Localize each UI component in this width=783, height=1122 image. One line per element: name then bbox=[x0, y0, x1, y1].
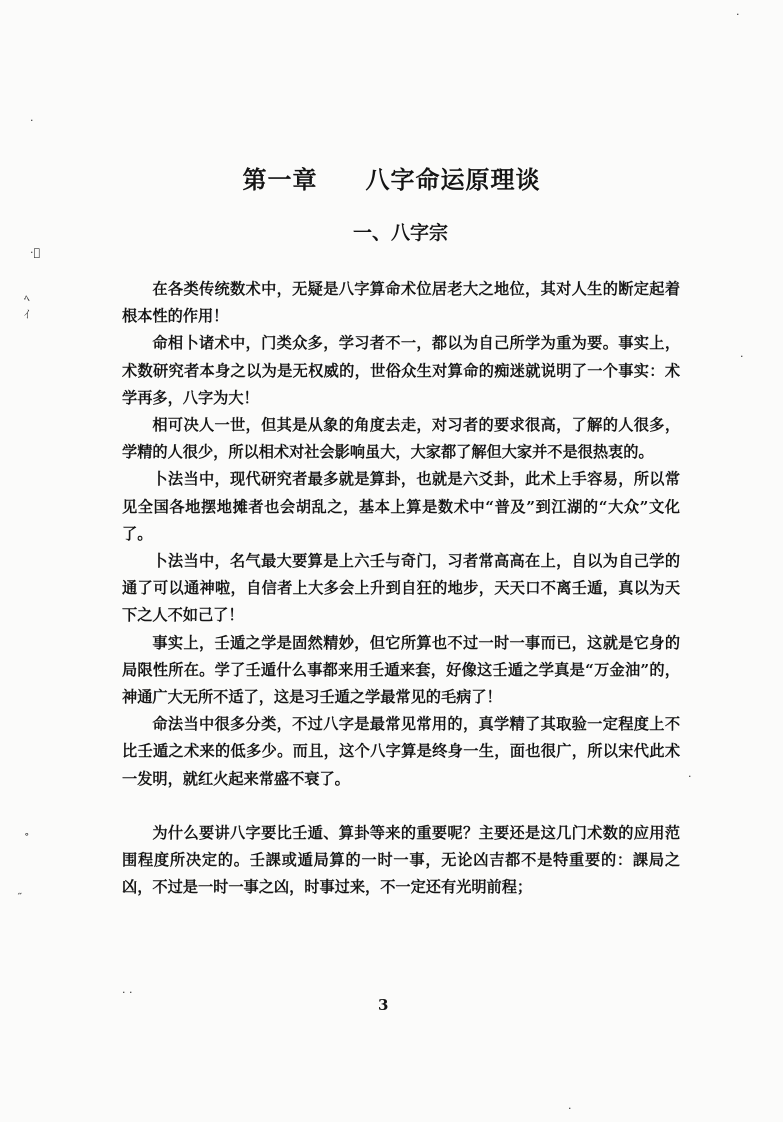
scan-mark: · bbox=[30, 114, 34, 127]
paragraph: 卜法当中，现代研究者最多就是算卦，也就是六爻卦，此术上手容易，所以常见全国各地摆地摊者也会胡乱之，基本上算是数术中“普及”到江湖的“大众”文化了。 bbox=[122, 470, 680, 543]
scan-mark: · · bbox=[122, 986, 133, 999]
paragraph: 相可决人一世，但其是从象的角度去走，对习者的要求很高，了解的人很多，学精的人很少，所以相术对社会影响虽大，大家都了解但大家并不是很热衷的。 bbox=[122, 416, 680, 462]
page-number: 3 bbox=[378, 996, 389, 1014]
scan-mark: · bbox=[740, 350, 744, 363]
paragraph: 命法当中很多分类，不过八字是最常见常用的，真学精了其取验一定程度上不比壬遁之术来的低多少。而且，这个八字算是终身一生，面也很广，所以宋代此术一发明，就红火起来常盛不衰了。 bbox=[122, 715, 680, 788]
scan-mark: ˶ bbox=[18, 886, 22, 899]
body-text bbox=[122, 276, 680, 901]
chapter-name: 八字命运原理谈 bbox=[365, 165, 541, 194]
scan-mark: ·ﾞ bbox=[30, 246, 41, 259]
section-title: 一、八字宗 bbox=[352, 222, 448, 244]
scan-mark: · bbox=[568, 1102, 572, 1115]
chapter-title bbox=[0, 160, 783, 195]
scan-mark: · bbox=[736, 8, 740, 21]
paragraph: 在各类传统数术中，无疑是八字算命术位居老大之地位，其对人生的断定起着根本性的作用！ bbox=[122, 280, 680, 326]
scan-mark: ˚ bbox=[24, 832, 30, 845]
paragraph: 命相卜诸术中，门类众多，学习者不一，都以为自己所学为重为要。事实上，术数研究者本身之以为是无权威的，世俗众生对算命的痴迷就说明了一个事实：术学再多，八字为大！ bbox=[122, 334, 680, 407]
paragraph: 卜法当中，名气最大要算是上六壬与奇门，习者常高高在上，自以为自己学的通了可以通神啦，自信者上大多会上升到自狂的地步，天天口不离壬遁，真以为天下之人不如己了！ bbox=[122, 552, 680, 625]
scan-mark: ﾍ bbox=[24, 292, 30, 305]
paragraph: 事实上，壬遁之学是固然精妙，但它所算也不过一时一事而已，这就是它身的局限性所在。学了壬遁什么事都来用壬遁来套，好像这壬遁之学真是“万金油”的，神通广大无所不适了，这是习壬遁之学最常见的毛病了！ bbox=[122, 633, 680, 707]
chapter-number: 第一章 bbox=[242, 165, 318, 194]
scan-mark: · bbox=[688, 770, 692, 783]
scan-mark: ｲ bbox=[24, 308, 30, 321]
paragraph: 为什么要讲八字要比壬遁、算卦等来的重要呢？主要还是这几门术数的应用范围程度所决定的。壬課或遁局算的一时一事，无论凶吉都不是特重要的：課局之凶，不过是一时一事之凶，时事过来，不一定还有光明前程； bbox=[122, 823, 680, 897]
